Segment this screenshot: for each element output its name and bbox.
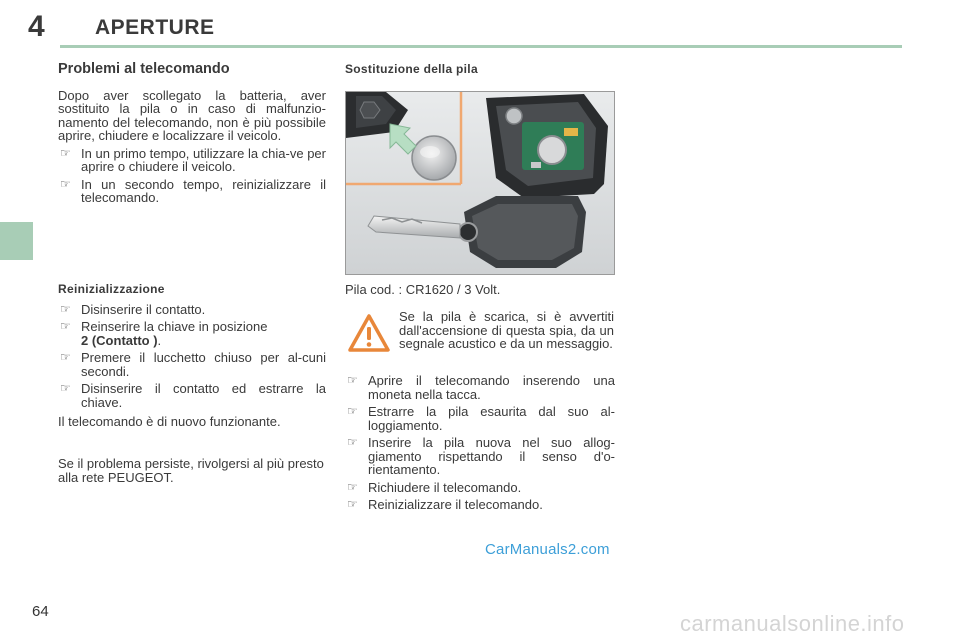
watermark-link[interactable]: CarManuals2.com bbox=[485, 541, 610, 558]
reinit-section bbox=[58, 283, 326, 429]
pointing-hand-icon: ☞ bbox=[60, 301, 71, 316]
reinit-result: Il telecomando è di nuovo funzionante. bbox=[58, 414, 281, 429]
persist-note: Se il problema persiste, rivolgersi al più presto alla rete PEUGEOT. bbox=[58, 456, 324, 485]
site-watermark: carmanualsonline.info bbox=[680, 611, 905, 636]
pointing-hand-icon: ☞ bbox=[60, 319, 71, 333]
reinit-title: Reinizializzazione bbox=[58, 282, 165, 296]
battery-steps-block bbox=[345, 370, 615, 512]
pointing-hand-icon: ☞ bbox=[347, 435, 358, 449]
list-item: ☞ Richiudere il telecomando. bbox=[347, 479, 522, 495]
header-rule bbox=[60, 45, 902, 48]
list-item: ☞ Inserire la pila nuova nel suo allog-giamento rispettando il senso d'o-rientamento. bbox=[347, 435, 615, 477]
list-item: ☞ In un secondo tempo, reinizializzare il telecomando. bbox=[60, 176, 326, 205]
chapter-tab bbox=[0, 222, 33, 260]
warning-triangle-icon bbox=[348, 313, 390, 353]
battery-step-list bbox=[345, 374, 615, 512]
warning-note-block bbox=[399, 310, 614, 351]
problems-section bbox=[58, 63, 326, 205]
list-item: ☞ Premere il lucchetto chiuso per al-cuni secondi. bbox=[60, 350, 326, 379]
list-item: ☞ Estrarre la pila esaurita dal suo al-loggiamento. bbox=[347, 404, 615, 433]
pointing-hand-icon: ☞ bbox=[347, 404, 358, 418]
list-item: ☞ Disinserire il contatto. bbox=[60, 301, 206, 317]
battery-code: Pila cod. : CR1620 / 3 Volt. bbox=[345, 282, 501, 297]
chapter-number: 4 bbox=[28, 10, 45, 43]
list-item: ☞ In un primo tempo, utilizzare la chia-ve per aprire o chiudere il veicolo. bbox=[60, 145, 326, 174]
intro-paragraph: Dopo aver scollegato la batteria, aver sostituito la pila o in caso di malfunzio-namento del telecomando, non è più possibile aprire, chiudere e localizzare il veicolo. bbox=[58, 87, 326, 143]
battery-code-block bbox=[345, 283, 615, 297]
key-battery-illustration bbox=[346, 92, 614, 274]
section-title: Problemi al telecomando bbox=[58, 61, 230, 77]
pointing-hand-icon: ☞ bbox=[60, 350, 71, 364]
reinit-step-list bbox=[58, 303, 326, 410]
key-battery-photo bbox=[345, 91, 615, 275]
page-number: 64 bbox=[32, 603, 49, 620]
list-item: ☞ Aprire il telecomando inserendo una moneta nella tacca. bbox=[347, 373, 615, 402]
pointing-hand-icon: ☞ bbox=[347, 479, 358, 494]
pointing-hand-icon: ☞ bbox=[347, 497, 358, 511]
pointing-hand-icon: ☞ bbox=[60, 176, 71, 191]
battery-title: Sostituzione della pila bbox=[345, 62, 478, 76]
list-item: ☞ Reinserire la chiave in posizione 2 (Contatto ). bbox=[60, 319, 268, 348]
pointing-hand-icon: ☞ bbox=[60, 381, 71, 395]
contact-position: 2 (Contatto ) bbox=[81, 332, 158, 348]
list-item: ☞ Reinizializzare il telecomando. bbox=[347, 497, 543, 512]
intro-bullet-list bbox=[58, 147, 326, 205]
list-item: ☞ Disinserire il contatto ed estrarre la chiave. bbox=[60, 381, 326, 410]
battery-section bbox=[345, 63, 615, 77]
pointing-hand-icon: ☞ bbox=[60, 145, 71, 160]
persist-note-block bbox=[58, 457, 326, 484]
warning-note: Se la pila è scarica, si è avvertiti dall'accensione di questa spia, da un segnale acustico e da un messaggio. bbox=[399, 309, 614, 351]
chapter-title: APERTURE bbox=[95, 16, 215, 39]
pointing-hand-icon: ☞ bbox=[347, 373, 358, 387]
